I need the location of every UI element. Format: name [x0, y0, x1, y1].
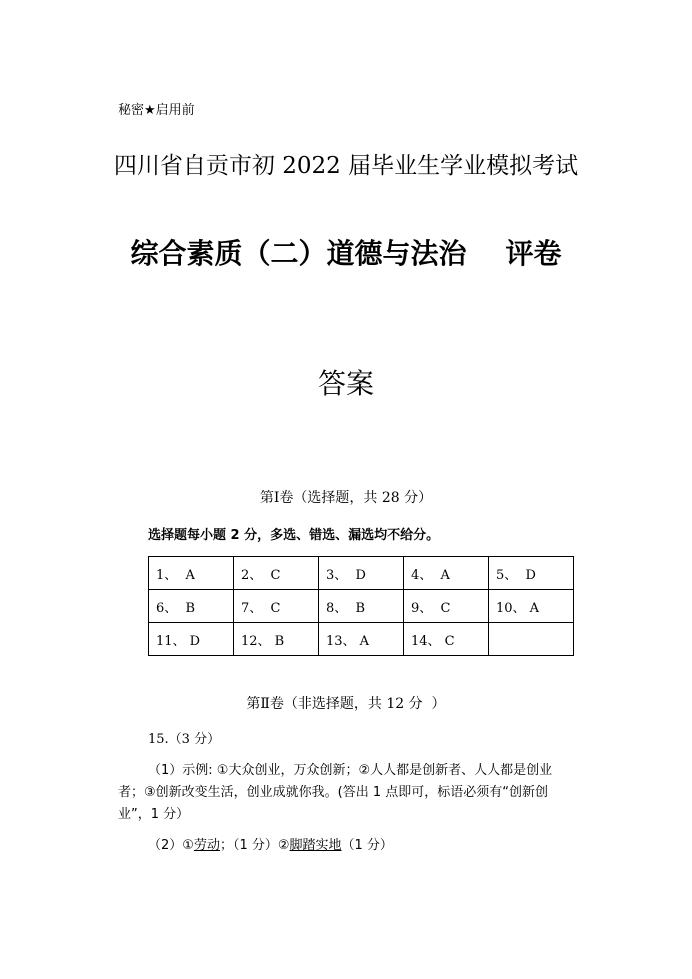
question-15-label: 15.（3 分） — [148, 732, 221, 747]
answer-cell: 10、 A — [489, 590, 574, 623]
question-15-part1-answer: （1）示例: ①大众创业，万众创新；②人人都是创新者、人人都是创业者；③创新改变生活，创业成就你我。(答出 1 点即可，标语必须有“创新创业”，1 分） — [118, 763, 553, 822]
table-row — [149, 590, 574, 623]
answer-cell: 7、 C — [234, 590, 319, 623]
answer-cell: 2、 C — [234, 557, 319, 590]
part2-heading: 第Ⅱ卷（非选择题，共 12 分 ） — [246, 696, 446, 712]
answer-cell: 14、 C — [404, 623, 489, 656]
answer-cell — [489, 623, 574, 656]
answer-cell: 1、 A — [149, 557, 234, 590]
exam-title: 四川省自贡市初 2022 届毕业生学业模拟考试 — [113, 153, 579, 179]
answer-cell: 9、 C — [404, 590, 489, 623]
part1-heading: 第Ⅰ卷（选择题，共 28 分） — [259, 490, 433, 506]
answer-term-labor: 劳动 — [193, 838, 220, 853]
answer-table — [148, 556, 574, 656]
table-row — [149, 557, 574, 590]
answer-cell: 6、 B — [149, 590, 234, 623]
answer-heading: 答案 — [317, 367, 374, 400]
answer-cell: 11、 D — [149, 623, 234, 656]
part2-prefix: （2）① — [148, 838, 194, 853]
question-15-part2-answer — [148, 834, 393, 853]
answer-term-down-to-earth: 脚踏实地 — [289, 838, 342, 853]
exam-subtitle: 综合素质（二）道德与法治 评卷 — [130, 237, 562, 270]
answer-cell: 4、 A — [404, 557, 489, 590]
answer-cell: 8、 B — [319, 590, 404, 623]
part2-suffix: （1 分） — [341, 838, 393, 853]
answer-cell: 12、 B — [234, 623, 319, 656]
part2-mid: ；（1 分）② — [219, 838, 290, 853]
answer-cell: 13、 A — [319, 623, 404, 656]
secret-label: 秘密★启用前 — [118, 103, 195, 118]
answer-cell: 5、 D — [489, 557, 574, 590]
part1-instruction: 选择题每小题 2 分，多选、错选、漏选均不给分。 — [148, 528, 440, 543]
table-row — [149, 623, 574, 656]
answer-cell: 3、 D — [319, 557, 404, 590]
